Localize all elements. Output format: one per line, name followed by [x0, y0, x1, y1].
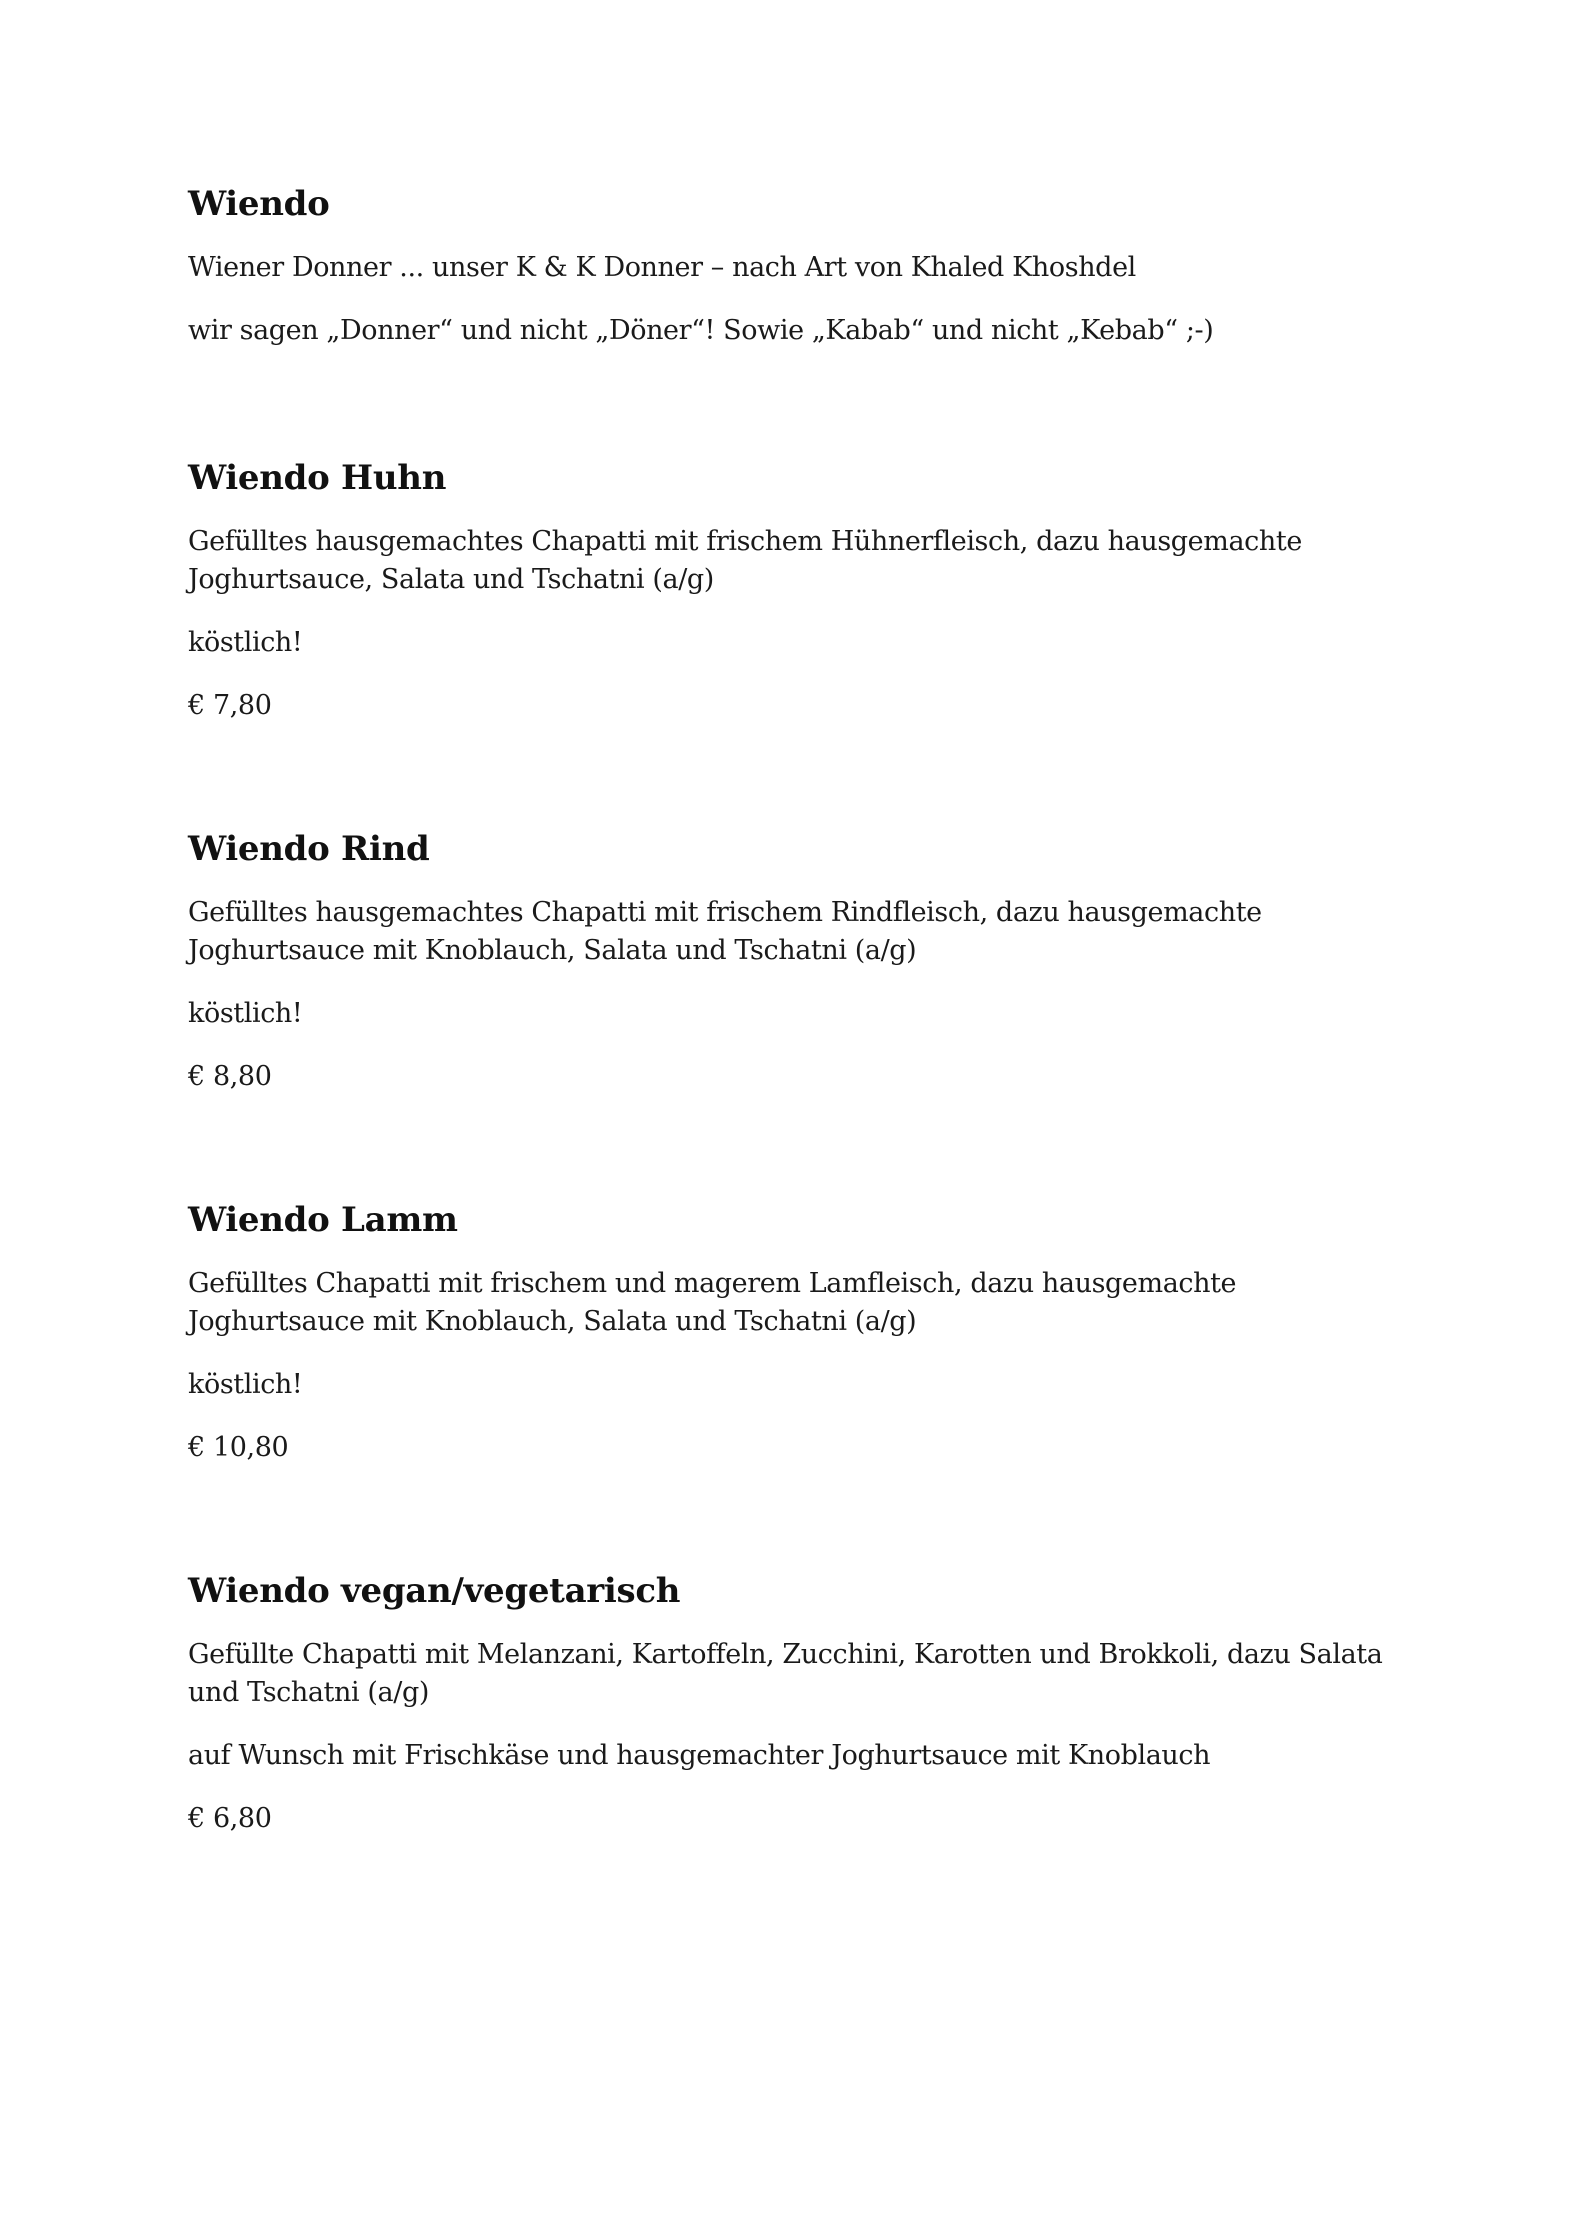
item-title: Wiendo Rind	[188, 829, 430, 869]
item-description: Gefüllte Chapatti mit Melanzani, Kartoffeln, Zucchini, Karotten und Brokkoli, dazu Salata und Tschatni (a/g)	[188, 1639, 1383, 1708]
item-price: € 7,80	[188, 690, 272, 721]
item-description: Gefülltes Chapatti mit frischem und magerem Lamfleisch, dazu hausgemachte Joghurtsauce mit Knoblauch, Salata und Tschatni (a/g)	[188, 1268, 1237, 1337]
spacer	[188, 1121, 1418, 1199]
item-price: € 10,80	[188, 1432, 289, 1463]
menu-content	[188, 183, 1418, 1863]
item-description: Gefülltes hausgemachtes Chapatti mit frischem Hühnerfleisch, dazu hausgemachte Joghurtsauce, Salata und Tschatni (a/g)	[188, 526, 1302, 595]
intro-line-1: Wiener Donner ... unser K & K Donner – nach Art von Khaled Khoshdel	[188, 252, 1136, 283]
item-price: € 6,80	[188, 1803, 272, 1834]
intro-line-2: wir sagen „Donner“ und nicht „Döner“! Sowie „Kabab“ und nicht „Kebab“ ;-)	[188, 315, 1214, 346]
menu-item-lamm	[188, 1199, 1418, 1467]
item-price: € 8,80	[188, 1061, 272, 1092]
item-title: Wiendo Lamm	[188, 1200, 458, 1240]
menu-item-rind	[188, 828, 1418, 1096]
item-note: köstlich!	[188, 627, 303, 658]
spacer	[188, 1492, 1418, 1570]
spacer	[188, 375, 1418, 457]
intro-title: Wiendo	[188, 184, 330, 224]
intro-section	[188, 183, 1418, 350]
menu-item-huhn	[188, 457, 1418, 725]
item-note: köstlich!	[188, 1369, 303, 1400]
item-title: Wiendo vegan/vegetarisch	[188, 1571, 681, 1611]
item-note: köstlich!	[188, 998, 303, 1029]
spacer	[188, 750, 1418, 828]
menu-item-vegan	[188, 1570, 1418, 1838]
item-title: Wiendo Huhn	[188, 458, 447, 498]
item-note: auf Wunsch mit Frischkäse und hausgemachter Joghurtsauce mit Knoblauch	[188, 1740, 1211, 1771]
item-description: Gefülltes hausgemachtes Chapatti mit frischem Rindfleisch, dazu hausgemachte Joghurtsauce mit Knoblauch, Salata und Tschatni (a/g)	[188, 897, 1262, 966]
